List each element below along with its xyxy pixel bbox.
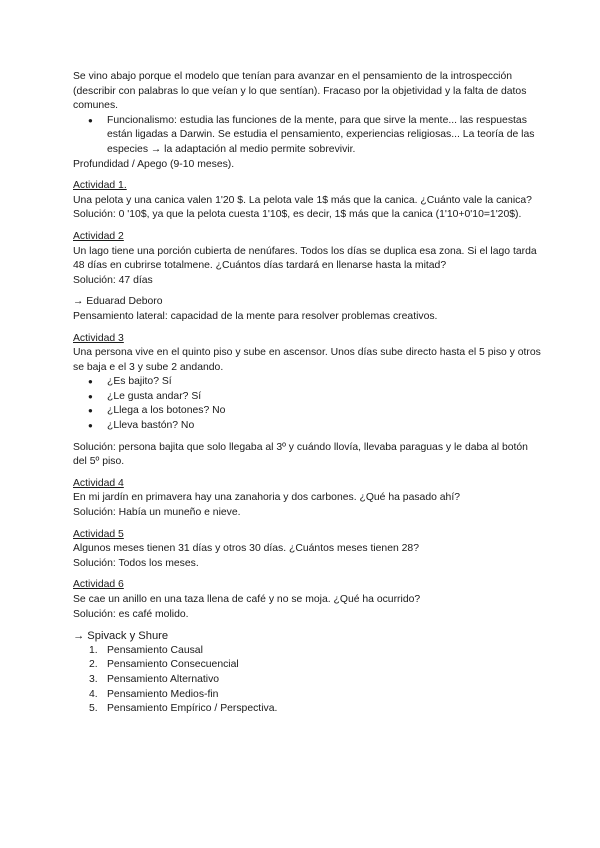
list-item-text: Pensamiento Empírico / Perspectiva. xyxy=(107,703,278,715)
bullet-item: ● ¿Es bajito? Sí xyxy=(73,375,543,390)
section-heading: → Spivack y Shure xyxy=(73,630,169,643)
activity-solution: Solución: persona bajita que solo llegaba al 3º y cuándo llovía, llevaba paraguas y le daba al botón del 5º piso. xyxy=(73,441,528,468)
intro-paragraph: Se vino abajo porque el modelo que tenían para avanzar en el pensamiento de la introspección (describir con palabras lo que veían y lo que sentían). Fracaso por la objetividad y la falta de datos comunes. xyxy=(73,71,527,112)
activity-title: Actividad 6 xyxy=(73,579,124,591)
activity-question: En mi jardín en primavera hay una zanahoria y dos carbones. ¿Qué ha pasado ahí? xyxy=(73,492,460,504)
list-item xyxy=(73,688,543,703)
activity-question: Algunos meses tienen 31 días y otros 30 días. ¿Cuántos meses tienen 28? xyxy=(73,543,419,555)
activity-question: Una pelota y una canica valen 1'20 $. La pelota vale 1$ más que la canica. ¿Cuánto vale la canica? xyxy=(73,194,532,206)
activity-question: Una persona vive en el quinto piso y sube en ascensor. Unos días sube directo hasta el 5 piso y otros se baja e el 3 y sube 2 andando. xyxy=(73,347,541,373)
intro-line: Profundidad / Apego (9-10 meses). xyxy=(73,158,235,170)
intro-bullet-list xyxy=(73,114,543,158)
bullet-item: ● ¿Le gusta andar? Sí xyxy=(73,390,543,405)
list-number: 2. xyxy=(89,659,98,671)
activity-question: Un lago tiene una porción cubierta de nenúfares. Todos los días se duplica esa zona. Si el lago tarda 48 días en cubrirse totalmene. ¿Cuántos días tardará en llenarse hasta la mitad? xyxy=(73,245,537,272)
activity-solution: Solución: Todos los meses. xyxy=(73,557,199,569)
activity-solution: Solución: 47 días xyxy=(73,274,153,286)
list-number: 4. xyxy=(89,688,98,700)
list-number: 3. xyxy=(89,673,98,685)
activity-title: Actividad 3 xyxy=(73,332,124,344)
activity-title: Actividad 2 xyxy=(73,230,124,242)
list-item xyxy=(73,658,543,673)
list-number: 5. xyxy=(89,703,98,715)
list-item xyxy=(73,644,543,659)
list-item-text: Pensamiento Alternativo xyxy=(107,673,220,685)
section-heading: → Eduarad Deboro xyxy=(73,296,163,308)
bullet-item: ● Funcionalismo: estudia las funciones de la mente, para que sirve la mente... las respuestas están ligadas a Darwin. Se estudia el pensamiento, experiencias religiosas... La teoría de las especies → la adaptación al medio permite sobrevivir. xyxy=(73,114,543,158)
document-page xyxy=(73,70,543,717)
numbered-list xyxy=(73,644,543,717)
bullet-item: ● ¿Llega a los botones? No xyxy=(73,404,543,419)
list-item-text: Pensamiento Consecuencial xyxy=(107,659,239,671)
list-item-text: Pensamiento Causal xyxy=(107,644,203,656)
activity-title: Actividad 4 xyxy=(73,477,124,489)
list-item xyxy=(73,673,543,688)
activity-solution: Solución: es café molido. xyxy=(73,608,189,620)
section-text: Pensamiento lateral: capacidad de la mente para resolver problemas creativos. xyxy=(73,310,438,322)
bullet-item: ● ¿Lleva bastón? No xyxy=(73,419,543,434)
activity-solution: Solución: Había un muneño e nieve. xyxy=(73,507,241,519)
activity-title: Actividad 5 xyxy=(73,528,124,540)
list-number: 1. xyxy=(89,644,98,656)
list-item-text: Pensamiento Medios-fin xyxy=(107,688,219,700)
list-item xyxy=(73,702,543,717)
activity-title: Actividad 1. xyxy=(73,180,127,192)
activity-question: Se cae un anillo en una taza llena de café y no se moja. ¿Qué ha ocurrido? xyxy=(73,594,421,605)
activity-solution: Solución: 0 '10$, ya que la pelota cuesta 1'10$, es decir, 1$ más que la canica (1'10+0'10=1'20$). xyxy=(73,209,522,221)
activity-bullet-list xyxy=(73,375,543,433)
